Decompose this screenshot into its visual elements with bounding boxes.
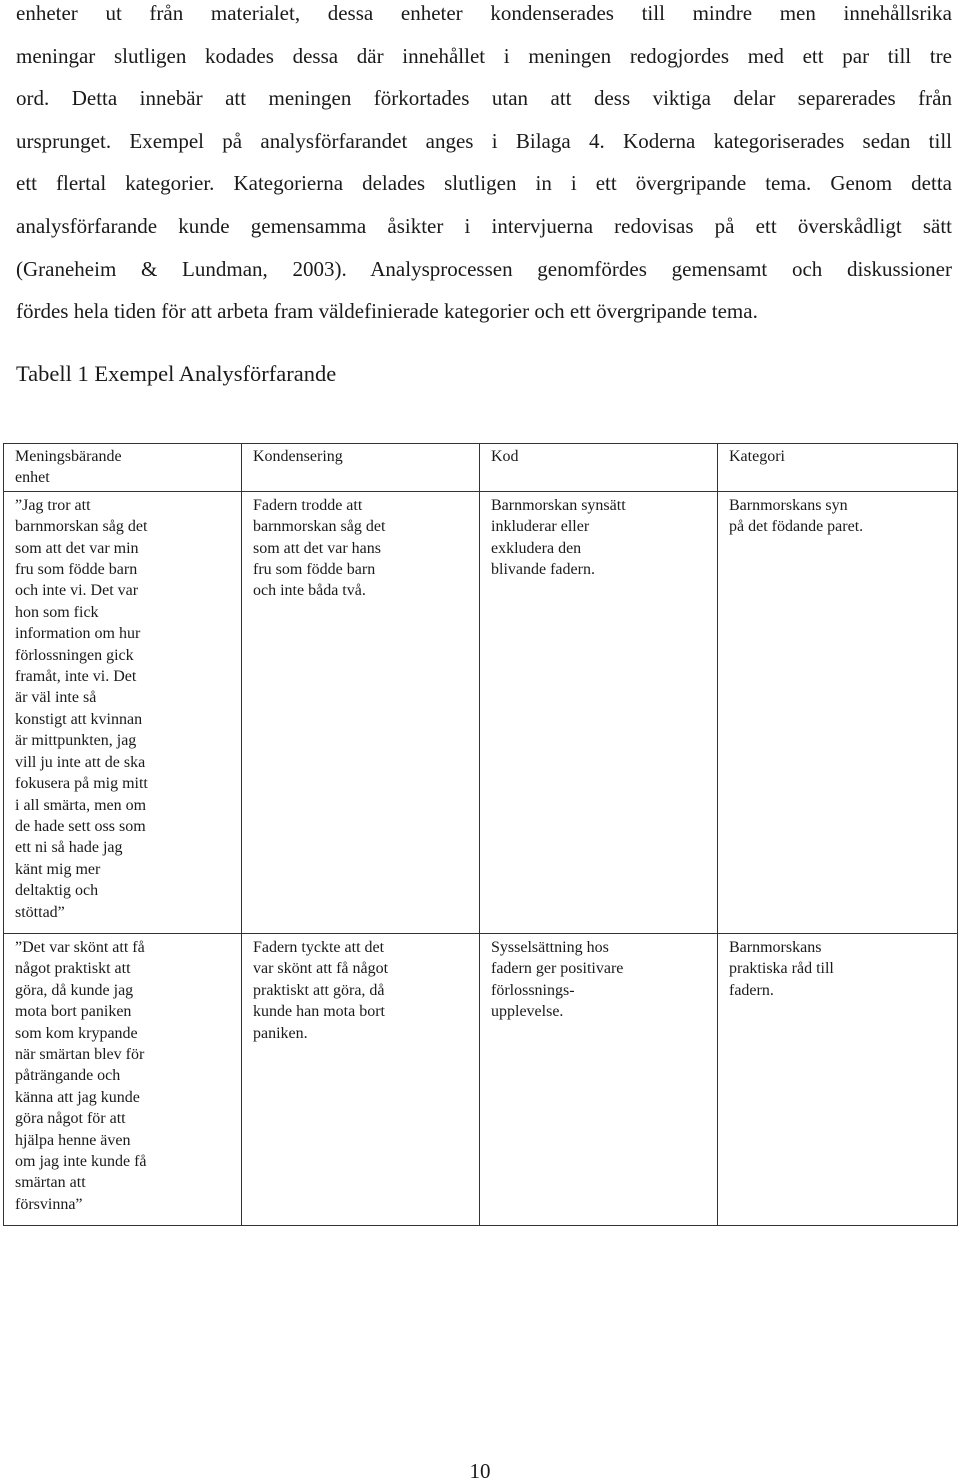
cell-line: göra, då kunde jag	[15, 981, 134, 999]
header-meningsbarande-enhet	[4, 444, 242, 492]
paragraph-line: ord. Detta innebär att meningen förkortades utan att dess viktiga delar separerades från	[16, 86, 952, 111]
cell-line: de hade sett oss som	[15, 817, 146, 835]
header-line: Kondensering	[253, 448, 343, 465]
cell-line: när smärtan blev för	[15, 1045, 145, 1063]
header-kod	[480, 444, 718, 492]
cell-line: Barnmorskan synsätt	[491, 496, 626, 514]
cell-line: försvinna”	[15, 1195, 83, 1213]
paragraph-line: fördes hela tiden för att arbeta fram väldefinierade kategorier och ett övergripande tema.	[16, 299, 758, 324]
cell-line: vill ju inte att de ska	[15, 753, 146, 771]
table-row	[4, 933, 958, 1225]
cell-kategori	[718, 933, 958, 1225]
paragraph-line: meningar slutligen kodades dessa där innehållet i meningen redogjordes med ett par till tre	[16, 43, 952, 68]
cell-line: ett ni så hade jag	[15, 839, 123, 857]
table-body	[4, 491, 958, 1225]
cell-line: om jag inte kunde få	[15, 1153, 147, 1170]
cell-line: något praktiskt att	[15, 960, 131, 978]
cell-kod	[480, 933, 718, 1225]
cell-line: känt mig mer	[15, 860, 101, 878]
table-caption: Tabell 1 Exempel Analysförfarande	[16, 361, 337, 386]
cell-line: stöttad”	[15, 903, 65, 921]
cell-line: och inte båda två.	[253, 582, 366, 600]
header-line: Kategori	[729, 448, 785, 465]
cell-line: fru som födde barn	[15, 561, 138, 579]
cell-line: barnmorskan såg det	[253, 518, 386, 536]
cell-line: exkludera den	[491, 539, 582, 557]
cell-meningsbarande-enhet	[4, 491, 242, 933]
header-line: Kod	[491, 448, 519, 465]
analysis-table	[3, 443, 958, 1226]
cell-line: göra något för att	[15, 1110, 126, 1128]
cell-line: blivande fadern.	[491, 561, 595, 579]
cell-line: praktiska råd till	[729, 960, 834, 978]
header-line: Meningsbärande	[15, 448, 122, 465]
cell-line: som kom krypande	[15, 1024, 138, 1042]
page-number: 10	[469, 1459, 491, 1483]
cell-line: barnmorskan såg det	[15, 518, 148, 536]
cell-line: påträngande och	[15, 1067, 121, 1085]
cell-line: ”Jag tror att	[15, 496, 91, 514]
cell-line: framåt, inte vi. Det	[15, 668, 137, 686]
cell-line: känna att jag kunde	[15, 1088, 140, 1106]
table-header-row	[4, 444, 958, 492]
cell-line: på det födande paret.	[729, 518, 864, 536]
cell-line: ”Det var skönt att få	[15, 938, 145, 956]
cell-line: Fadern trodde att	[253, 496, 363, 514]
cell-line: är väl inte så	[15, 689, 97, 707]
cell-line: som att det var hans	[253, 539, 381, 557]
paragraph-line: enheter ut från materialet, dessa enheter kondenserades till mindre men innehållsrika	[16, 1, 952, 25]
cell-line: hon som fick	[15, 603, 99, 621]
cell-line: fru som födde barn	[253, 561, 376, 579]
cell-line: Barnmorskans	[729, 938, 822, 956]
cell-line: mota bort paniken	[15, 1003, 132, 1021]
cell-line: fokusera på mig mitt	[15, 775, 148, 793]
cell-line: inkluderar eller	[491, 518, 590, 536]
cell-line: och inte vi. Det var	[15, 582, 139, 600]
cell-line: Fadern tyckte att det	[253, 938, 385, 956]
cell-line: upplevelse.	[491, 1003, 564, 1021]
cell-line: är mittpunkten, jag	[15, 732, 137, 750]
header-kategori	[718, 444, 958, 492]
header-kondensering	[242, 444, 480, 492]
cell-line: konstigt att kvinnan	[15, 710, 143, 728]
cell-line: praktiskt att göra, då	[253, 981, 385, 999]
cell-line: deltaktig och	[15, 882, 99, 900]
paragraph-line: ursprunget. Exempel på analysförfarandet anges i Bilaga 4. Koderna kategoriserades sedan till	[16, 128, 952, 153]
cell-line: i all smärta, men om	[15, 796, 147, 814]
cell-line: var skönt att få något	[253, 960, 389, 978]
table-row	[4, 491, 958, 933]
cell-kategori	[718, 491, 958, 933]
cell-kod	[480, 491, 718, 933]
cell-line: hjälpa henne även	[15, 1131, 131, 1149]
cell-line: fadern ger positivare	[491, 960, 624, 978]
body-paragraph	[16, 0, 952, 333]
cell-line: kunde han mota bort	[253, 1003, 385, 1021]
cell-line: information om hur	[15, 625, 141, 643]
header-line: enhet	[15, 469, 50, 487]
cell-line: fadern.	[729, 981, 774, 999]
cell-line: Sysselsättning hos	[491, 938, 609, 956]
cell-line: smärtan att	[15, 1174, 86, 1192]
cell-line: Barnmorskans syn	[729, 496, 848, 514]
cell-kondensering	[242, 491, 480, 933]
cell-line: förlossningen gick	[15, 646, 134, 664]
cell-kondensering	[242, 933, 480, 1225]
paragraph-line: ett flertal kategorier. Kategorierna delades slutligen in i ett övergripande tema. Genom detta	[16, 171, 952, 196]
cell-meningsbarande-enhet	[4, 933, 242, 1225]
paragraph-line: analysförfarande kunde gemensamma åsikter i intervjuerna redovisas på ett överskådligt sätt	[16, 213, 952, 238]
cell-line: paniken.	[253, 1024, 308, 1042]
cell-line: förlossnings-	[491, 981, 575, 999]
paragraph-line: (Graneheim & Lundman, 2003). Analysprocessen genomfördes gemensamt och diskussioner	[16, 256, 952, 281]
cell-line: som att det var min	[15, 539, 139, 557]
